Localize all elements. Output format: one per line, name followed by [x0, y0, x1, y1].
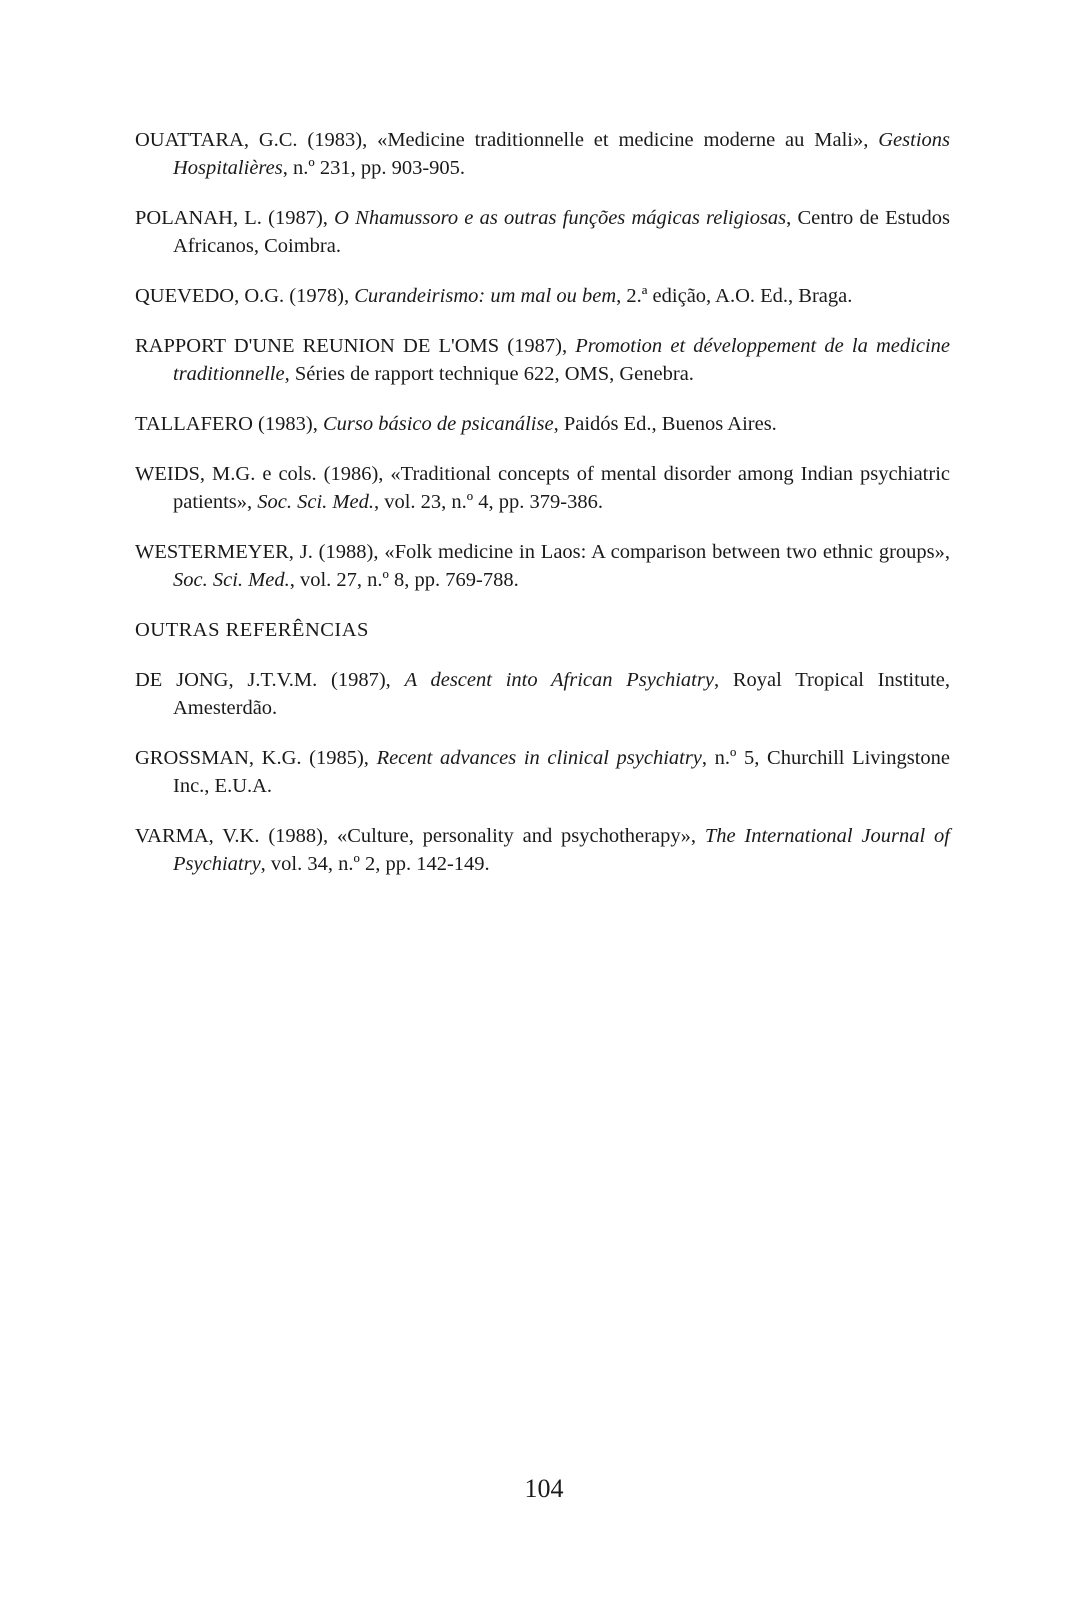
reference-entry	[135, 744, 950, 800]
reference-title: Gestions Hospitalières	[173, 129, 950, 179]
reference-title: Promotion et développement de la medicine traditionnelle	[173, 335, 950, 385]
reference-details: , vol. 27, n.º 8, pp. 769-788.	[289, 569, 519, 591]
reference-authors: TALLAFERO (1983),	[135, 413, 323, 435]
reference-authors: WESTERMEYER, J. (1988), «Folk medicine in Laos: A comparison between two ethnic groups»,	[135, 541, 950, 563]
reference-authors: WEIDS, M.G. e cols. (1986), «Traditional concepts of mental disorder among Indian psychiatric patients»,	[135, 463, 950, 513]
reference-title: O Nhamussoro e as outras funções mágicas religiosas	[334, 207, 787, 229]
reference-entry	[135, 822, 950, 878]
reference-entry	[135, 666, 950, 722]
reference-details: , Royal Tropical Institute, Amesterdão.	[173, 669, 950, 719]
reference-entry	[135, 332, 950, 388]
reference-authors: VARMA, V.K. (1988), «Culture, personality and psychotherapy»,	[135, 825, 705, 847]
reference-details: , 2.ª edição, A.O. Ed., Braga.	[616, 285, 853, 307]
reference-entry	[135, 460, 950, 516]
reference-authors: GROSSMAN, K.G. (1985),	[135, 747, 377, 769]
reference-list	[135, 126, 950, 900]
reference-authors: OUATTARA, G.C. (1983), «Medicine traditionnelle et medicine moderne au Mali»,	[135, 129, 879, 151]
section-heading: OUTRAS REFERÊNCIAS	[135, 619, 369, 641]
reference-title: Curandeirismo: um mal ou bem	[354, 285, 617, 307]
reference-entry	[135, 410, 950, 438]
reference-details: , n.º 231, pp. 903-905.	[282, 157, 466, 179]
reference-details: , Séries de rapport technique 622, OMS, Genebra.	[284, 363, 694, 385]
reference-details: , n.º 5, Churchill Livingstone Inc., E.U.A.	[173, 747, 951, 797]
reference-details: , Centro de Estudos Africanos, Coimbra.	[173, 207, 950, 257]
reference-authors: POLANAH, L. (1987),	[135, 207, 335, 229]
reference-authors: RAPPORT D'UNE REUNION DE L'OMS (1987),	[135, 335, 576, 357]
reference-entry	[135, 204, 950, 260]
reference-entry	[135, 538, 950, 594]
reference-title: Soc. Sci. Med.	[173, 569, 290, 591]
reference-authors: DE JONG, J.T.V.M. (1987),	[135, 669, 405, 691]
reference-title: The International Journal of Psychiatry	[173, 825, 950, 875]
reference-details: , vol. 34, n.º 2, pp. 142-149.	[260, 853, 490, 875]
reference-details: , Paidós Ed., Buenos Aires.	[553, 413, 777, 435]
reference-details: , vol. 23, n.º 4, pp. 379-386.	[373, 491, 603, 513]
reference-title: A descent into African Psychiatry	[404, 669, 714, 691]
reference-authors: QUEVEDO, O.G. (1978),	[135, 285, 355, 307]
reference-title: Curso básico de psicanálise	[322, 413, 554, 435]
reference-entry	[135, 282, 950, 310]
reference-title: Soc. Sci. Med.	[257, 491, 374, 513]
reference-entry	[135, 126, 950, 182]
reference-title: Recent advances in clinical psychiatry	[376, 747, 702, 769]
page-number: 104	[524, 1474, 564, 1503]
